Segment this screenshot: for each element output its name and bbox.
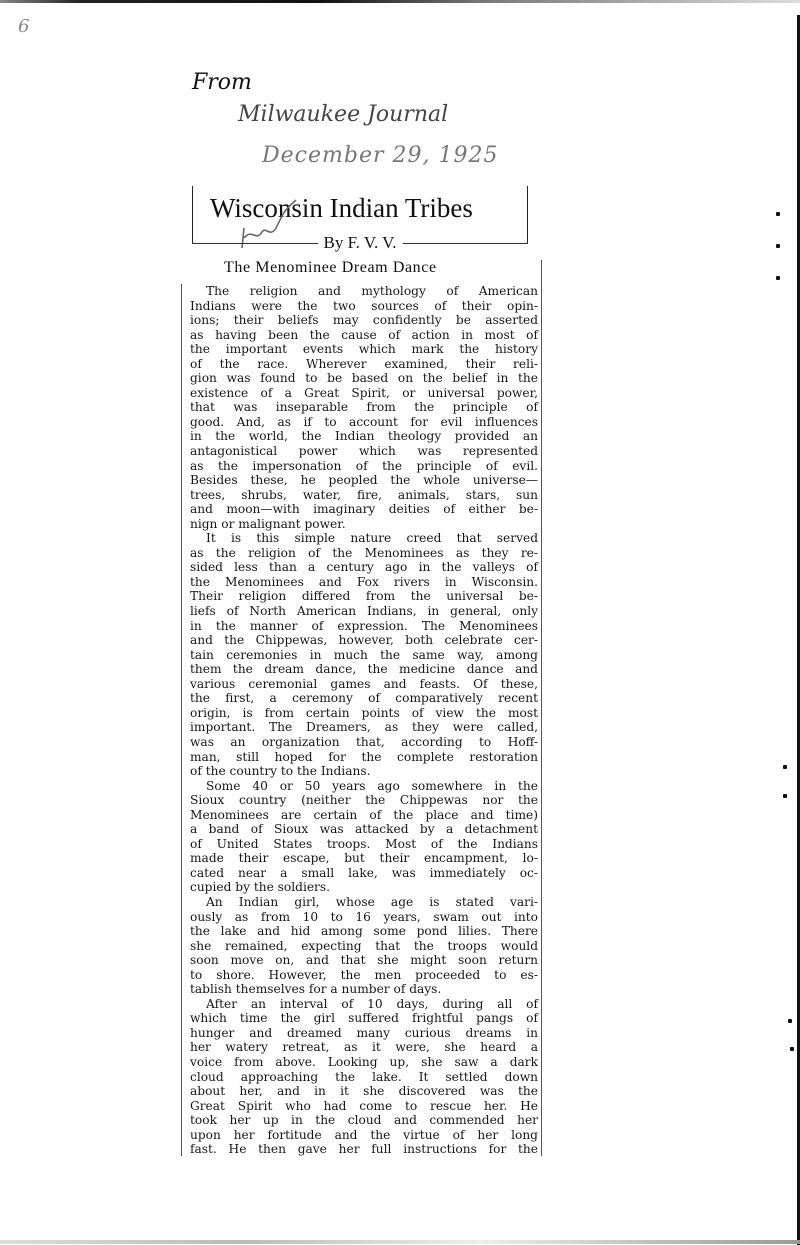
article-line: ions; their beliefs may confidently be asserted — [190, 313, 538, 328]
article-line: in the world, the Indian theology provided an — [190, 429, 538, 444]
margin-dot — [776, 276, 780, 280]
article-line: It is this simple nature creed that served — [206, 531, 538, 546]
article-line: which time the girl suffered frightful pangs of — [190, 1011, 538, 1026]
article-line: fast. He then gave her full instructions for the — [190, 1142, 538, 1157]
margin-dot — [776, 244, 780, 248]
article-line: gion was found to be based on the belief in the — [190, 371, 538, 386]
article-line: cated near a small lake, was immediately oc- — [190, 865, 538, 880]
article-line: in the manner of expression. The Menominees — [190, 618, 538, 633]
article-line: After an interval of 10 days, during all of — [206, 996, 538, 1011]
article-line: nign or malignant power. — [190, 516, 346, 531]
margin-dot — [783, 794, 787, 798]
article-line: hunger and dreamed many curious dreams in — [190, 1025, 538, 1040]
article-paragraph — [190, 779, 538, 895]
article-line: Menominees are certain of the place and time) — [190, 807, 538, 822]
article-line: Great Spirit who had come to rescue her. He — [190, 1098, 538, 1113]
article-line: liefs of North American Indians, in general, only — [190, 604, 538, 619]
article-paragraph — [190, 895, 538, 997]
margin-dot — [783, 765, 787, 769]
margin-dot — [776, 212, 780, 216]
article-line: origin, is from certain points of view the most — [190, 705, 538, 720]
article-line: soon move on, and that she might soon return — [190, 953, 538, 968]
article-line: a band of Sioux was attacked by a detachment — [190, 822, 538, 837]
article-line: antagonistical power which was represented — [190, 444, 538, 459]
article-line: the lake and hid among some pond lilies. There — [190, 924, 538, 939]
article-line: trees, shrubs, water, fire, animals, stars, sun — [190, 487, 538, 502]
margin-dot — [790, 1047, 794, 1051]
subheadline: The Menominee Dream Dance — [224, 259, 437, 276]
article-line: cupied by the soldiers. — [190, 880, 331, 895]
article-line: An Indian girl, whose age is stated vari- — [206, 894, 538, 909]
article-line: important. The Dreamers, as they were called, — [190, 720, 538, 735]
article-line: good. And, as if to account for evil influences — [190, 414, 538, 429]
article-line: man, still hoped for the complete restoration — [190, 749, 538, 764]
article-line: the Menominees and Fox rivers in Wisconsin. — [190, 574, 538, 589]
article-paragraph — [190, 997, 538, 1157]
scan-bottom-edge — [0, 1240, 800, 1244]
article-line: as having been the cause of action in most of — [190, 327, 538, 342]
article-line: existence of a Great Spirit, or universal power, — [190, 385, 538, 400]
article-line: Their religion differed from the universal be- — [190, 589, 538, 604]
article-line: of the race. Wherever examined, their reli- — [190, 356, 538, 371]
article-line: she remained, expecting that the troops would — [190, 938, 538, 953]
article-line: as the religion of the Menominees as they re- — [190, 545, 538, 560]
article-line: was an organization that, according to Hoff- — [190, 734, 538, 749]
handwritten-from-label: From — [192, 70, 252, 95]
headline: Wisconsin Indian Tribes — [210, 193, 473, 223]
column-rule-left — [181, 284, 182, 1156]
article-line: as the impersonation of the principle of evil. — [190, 458, 538, 473]
article-line: of United States troops. Most of the Indians — [190, 836, 538, 851]
article-paragraph — [190, 531, 538, 778]
article-line: took her up in the cloud and commended her — [190, 1113, 538, 1128]
byline: By F. V. V. — [323, 233, 397, 252]
article-line: them the dream dance, the medicine dance and — [190, 662, 538, 677]
article-line: sided less than a century ago in the valleys of — [190, 560, 538, 575]
handwritten-date: December 29, 1925 — [262, 143, 499, 168]
article-body — [190, 284, 538, 1157]
article-line: of the country to the Indians. — [190, 764, 371, 779]
article-line: that was inseparable from the principle of — [190, 400, 538, 415]
article-line: cloud approaching the lake. It settled down — [190, 1069, 538, 1084]
article-line: made their escape, but their encampment, lo- — [190, 851, 538, 866]
article-line: Besides these, he peopled the whole universe— — [190, 473, 538, 488]
byline-rule-left — [192, 243, 318, 244]
article-line: tablish themselves for a number of days. — [190, 982, 442, 997]
article-line: the important events which mark the history — [190, 342, 538, 357]
article-line: upon her fortitude and the virtue of her long — [190, 1127, 538, 1142]
article-line: various ceremonial games and feasts. Of these, — [190, 676, 538, 691]
article-line: The religion and mythology of American — [206, 284, 538, 298]
margin-dot — [788, 1019, 792, 1023]
article-line: her watery retreat, as it were, she heard a — [190, 1040, 538, 1055]
article-line: and moon—with imaginary deities of either be- — [190, 502, 538, 517]
article-line: tain ceremonies in much the same way, among — [190, 647, 538, 662]
column-rule-right — [541, 260, 542, 1156]
byline-rule-right — [403, 243, 529, 244]
handwritten-source: Milwaukee Journal — [238, 102, 449, 127]
article-line: Indians were the two sources of their opin- — [190, 298, 538, 313]
article-line: about her, and in it she discovered was the — [190, 1084, 538, 1099]
article-line: ously as from 10 to 16 years, swam out into — [190, 909, 538, 924]
handwritten-page-number: 6 — [18, 16, 30, 37]
scan-top-edge — [0, 0, 800, 3]
article-line: voice from above. Looking up, she saw a dark — [190, 1054, 538, 1069]
byline-row — [192, 234, 528, 252]
article-line: to shore. However, the men proceeded to es- — [190, 967, 538, 982]
article-paragraph — [190, 284, 538, 531]
article-line: Sioux country (neither the Chippewas nor the — [190, 793, 538, 808]
article-line: the first, a ceremony of comparatively recent — [190, 691, 538, 706]
article-line: Some 40 or 50 years ago somewhere in the — [206, 778, 538, 793]
article-line: and the Chippewas, however, both celebrate cer- — [190, 633, 538, 648]
